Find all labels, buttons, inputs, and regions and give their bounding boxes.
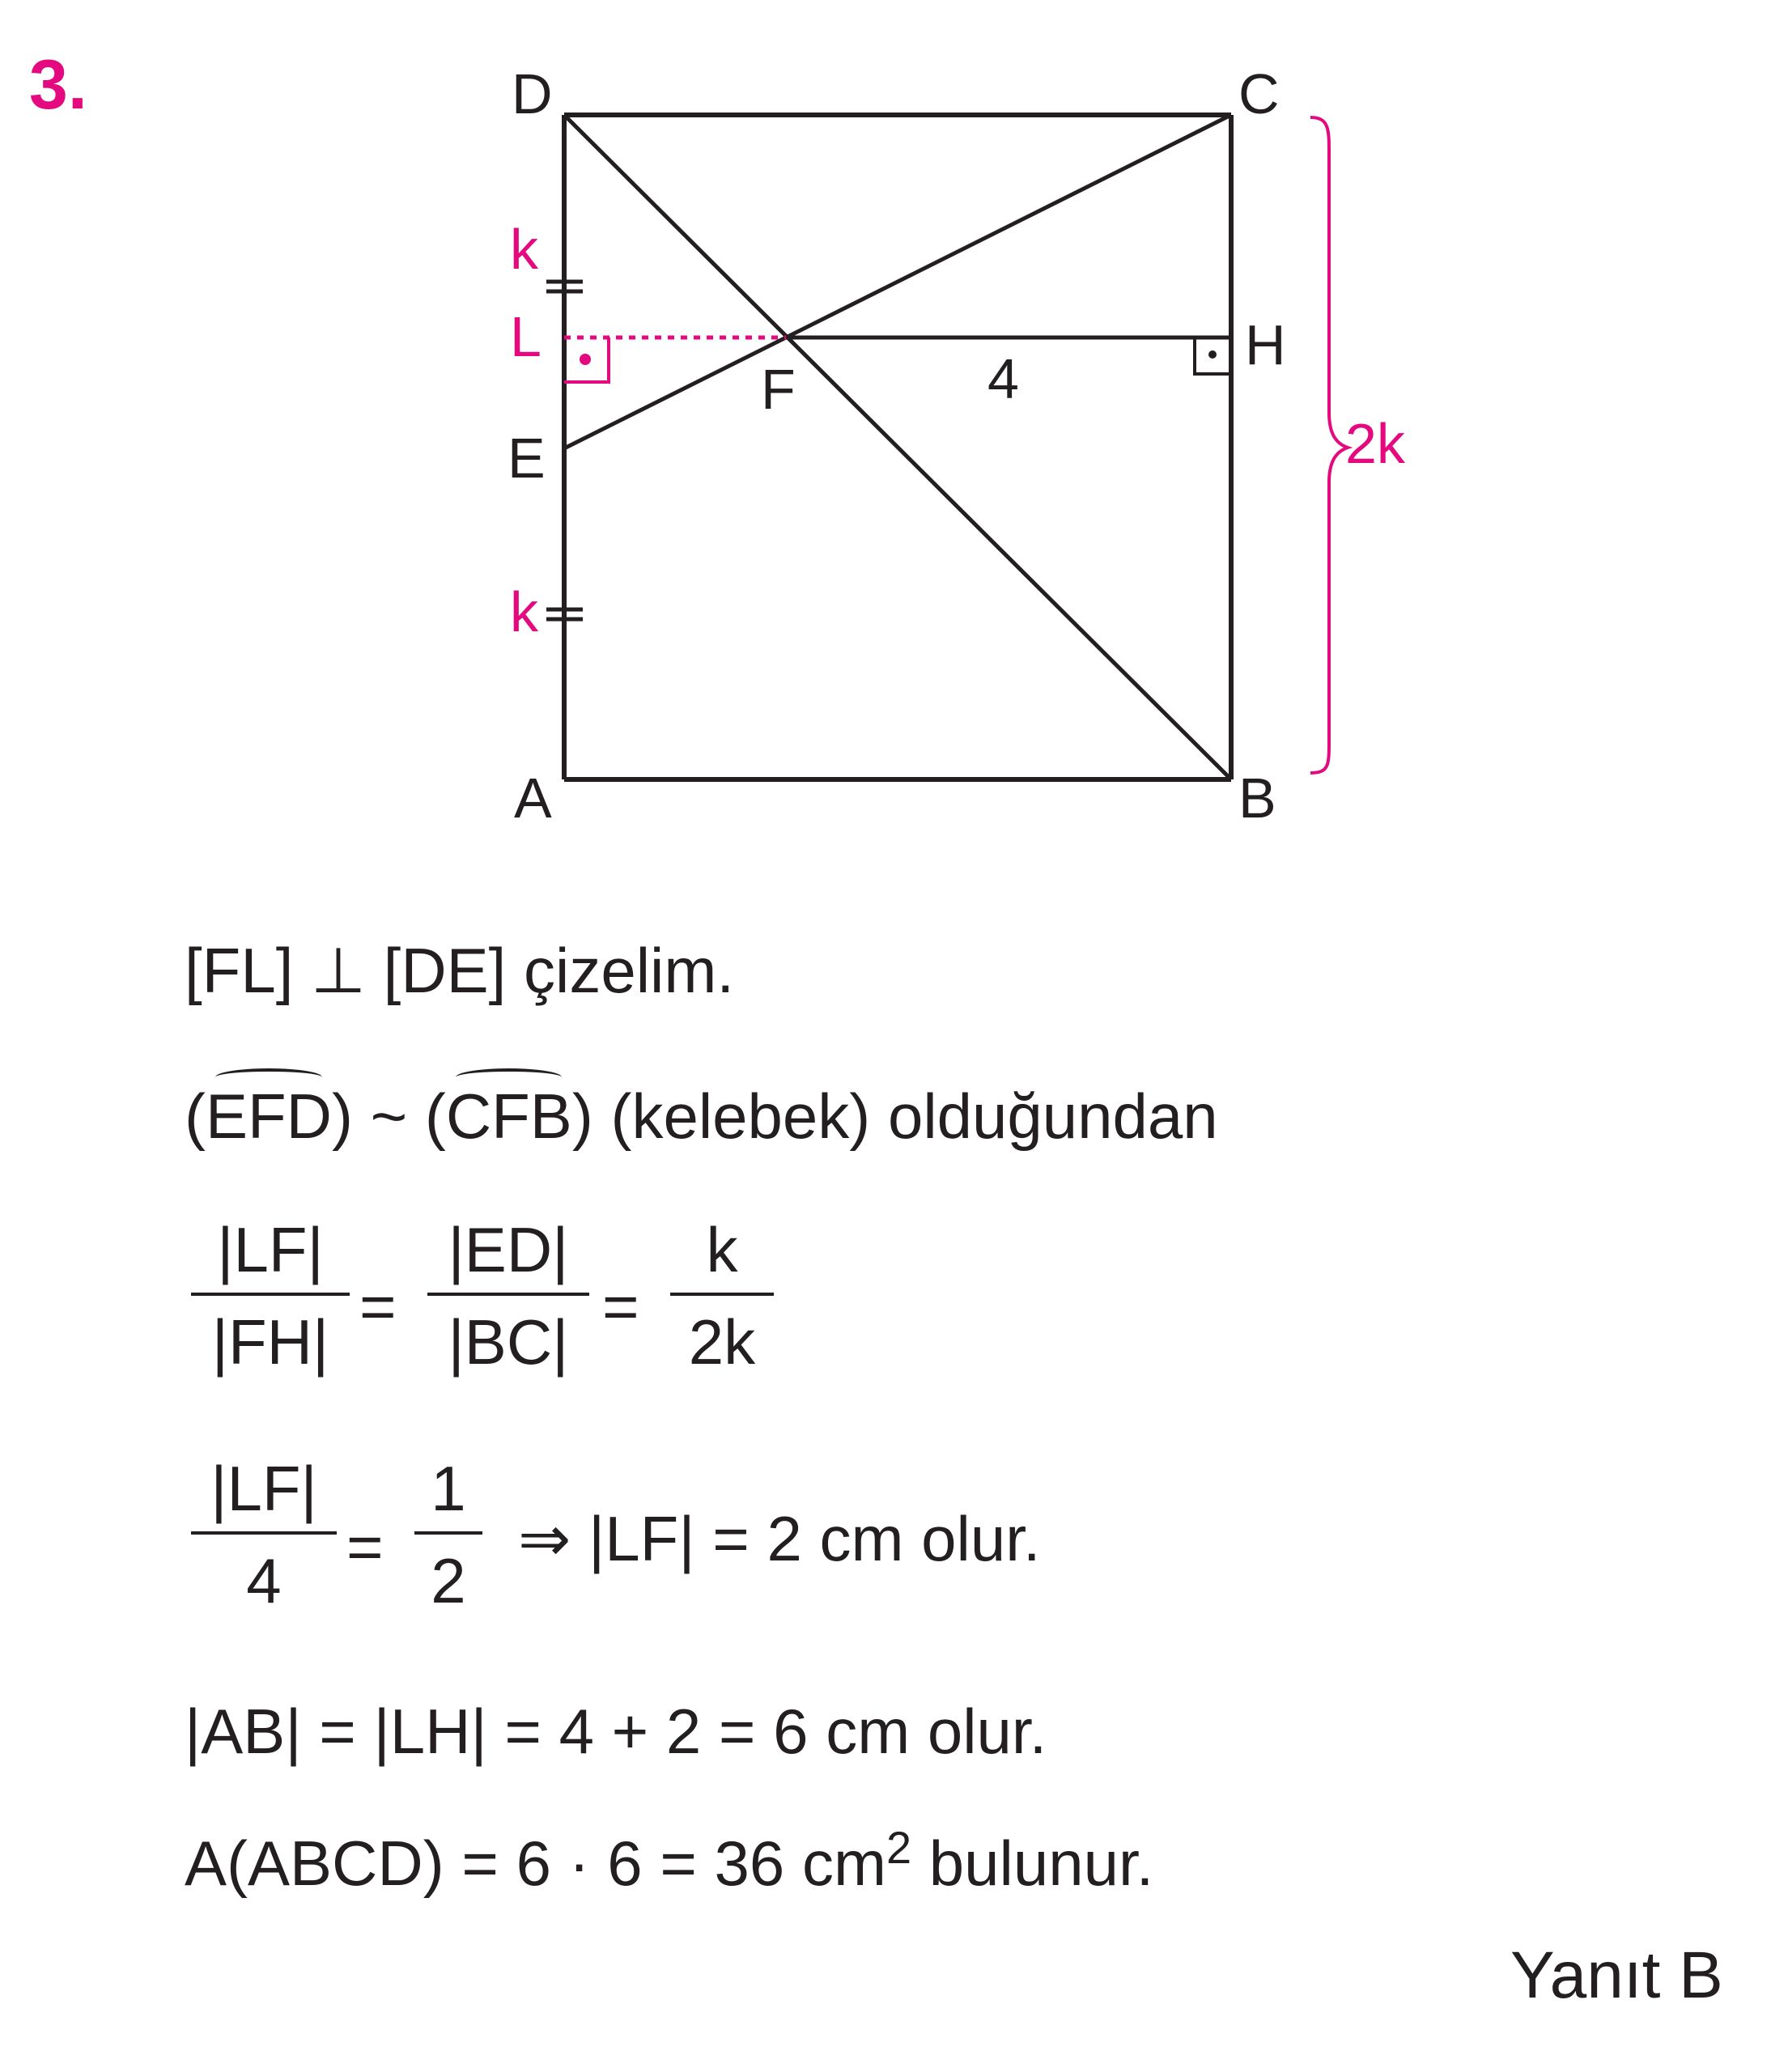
- fraction-numerator: |ED|: [448, 1214, 569, 1285]
- fraction-denominator: |BC|: [448, 1306, 569, 1378]
- solution-line-6: [185, 1822, 1154, 1899]
- right-angle-dot-l: [580, 354, 591, 365]
- vertex-label-d: D: [512, 62, 553, 125]
- lf-result: ⇒ |LF| = 2 cm olur.: [518, 1503, 1041, 1574]
- triangle-efd: EFD: [205, 1081, 332, 1152]
- solution-line-2: [185, 1081, 1218, 1152]
- fraction-numerator: |LF|: [217, 1214, 324, 1285]
- fraction-denominator: 2k: [688, 1306, 756, 1378]
- fraction-bar: [427, 1293, 589, 1296]
- fraction-1-2: [414, 1453, 482, 1616]
- segment-ec: [564, 115, 1231, 448]
- area-expression: A(ABCD) = 6 · 6 = 36 cm: [185, 1828, 886, 1899]
- vertex-label-b: B: [1238, 766, 1276, 830]
- fraction-denominator: 2: [431, 1545, 466, 1616]
- vertex-label-c: C: [1238, 62, 1280, 125]
- length-label-fh: 4: [987, 347, 1019, 410]
- area-tail: bulunur.: [911, 1828, 1154, 1899]
- vertex-label-a: A: [514, 766, 552, 830]
- equals-sign: =: [346, 1511, 384, 1582]
- fraction-denominator: |FH|: [211, 1306, 329, 1378]
- question-number: 3.: [29, 46, 87, 124]
- fraction-lf-4: [191, 1453, 337, 1616]
- brace-2k: [1310, 117, 1348, 773]
- fraction-k-2k: [670, 1214, 774, 1378]
- right-angle-dot-h: [1208, 350, 1217, 359]
- fraction-bar: [414, 1531, 482, 1535]
- solution-line-1: [FL] ⊥ [DE] çizelim.: [185, 935, 735, 1006]
- fraction-bar: [191, 1293, 350, 1296]
- solution-line-5: |AB| = |LH| = 4 + 2 = 6 cm olur.: [185, 1696, 1047, 1767]
- triangle-cfb: CFB: [445, 1081, 572, 1152]
- answer-label: Yanıt B: [1510, 1938, 1723, 2012]
- line2-rest: ) (kelebek) olduğundan: [571, 1081, 1218, 1152]
- fraction-ed-bc: [427, 1214, 589, 1378]
- vertex-label-f: F: [761, 358, 796, 421]
- paren-open: (: [185, 1081, 206, 1152]
- mark-label-k-upper: k: [510, 218, 538, 281]
- equals-sign: =: [602, 1271, 639, 1342]
- mark-label-k-lower: k: [510, 580, 538, 643]
- vertex-label-e: E: [508, 427, 546, 490]
- square-diagram: [0, 0, 1788, 858]
- side-label-2k: 2k: [1345, 412, 1405, 475]
- fraction-numerator: k: [706, 1214, 738, 1285]
- fraction-denominator: 4: [246, 1545, 282, 1616]
- equals-sign: =: [359, 1271, 397, 1342]
- fraction-numerator: |LF|: [210, 1453, 317, 1524]
- fraction-numerator: 1: [431, 1453, 466, 1524]
- fraction-lf-fh: [191, 1214, 350, 1378]
- similar-sign: ) ~ (: [331, 1081, 446, 1152]
- diagonal-db: [564, 115, 1231, 779]
- area-exponent: 2: [886, 1822, 912, 1873]
- fraction-bar: [191, 1531, 337, 1535]
- vertex-label-h: H: [1245, 313, 1286, 376]
- vertex-label-l: L: [510, 305, 541, 368]
- fraction-bar: [670, 1293, 774, 1296]
